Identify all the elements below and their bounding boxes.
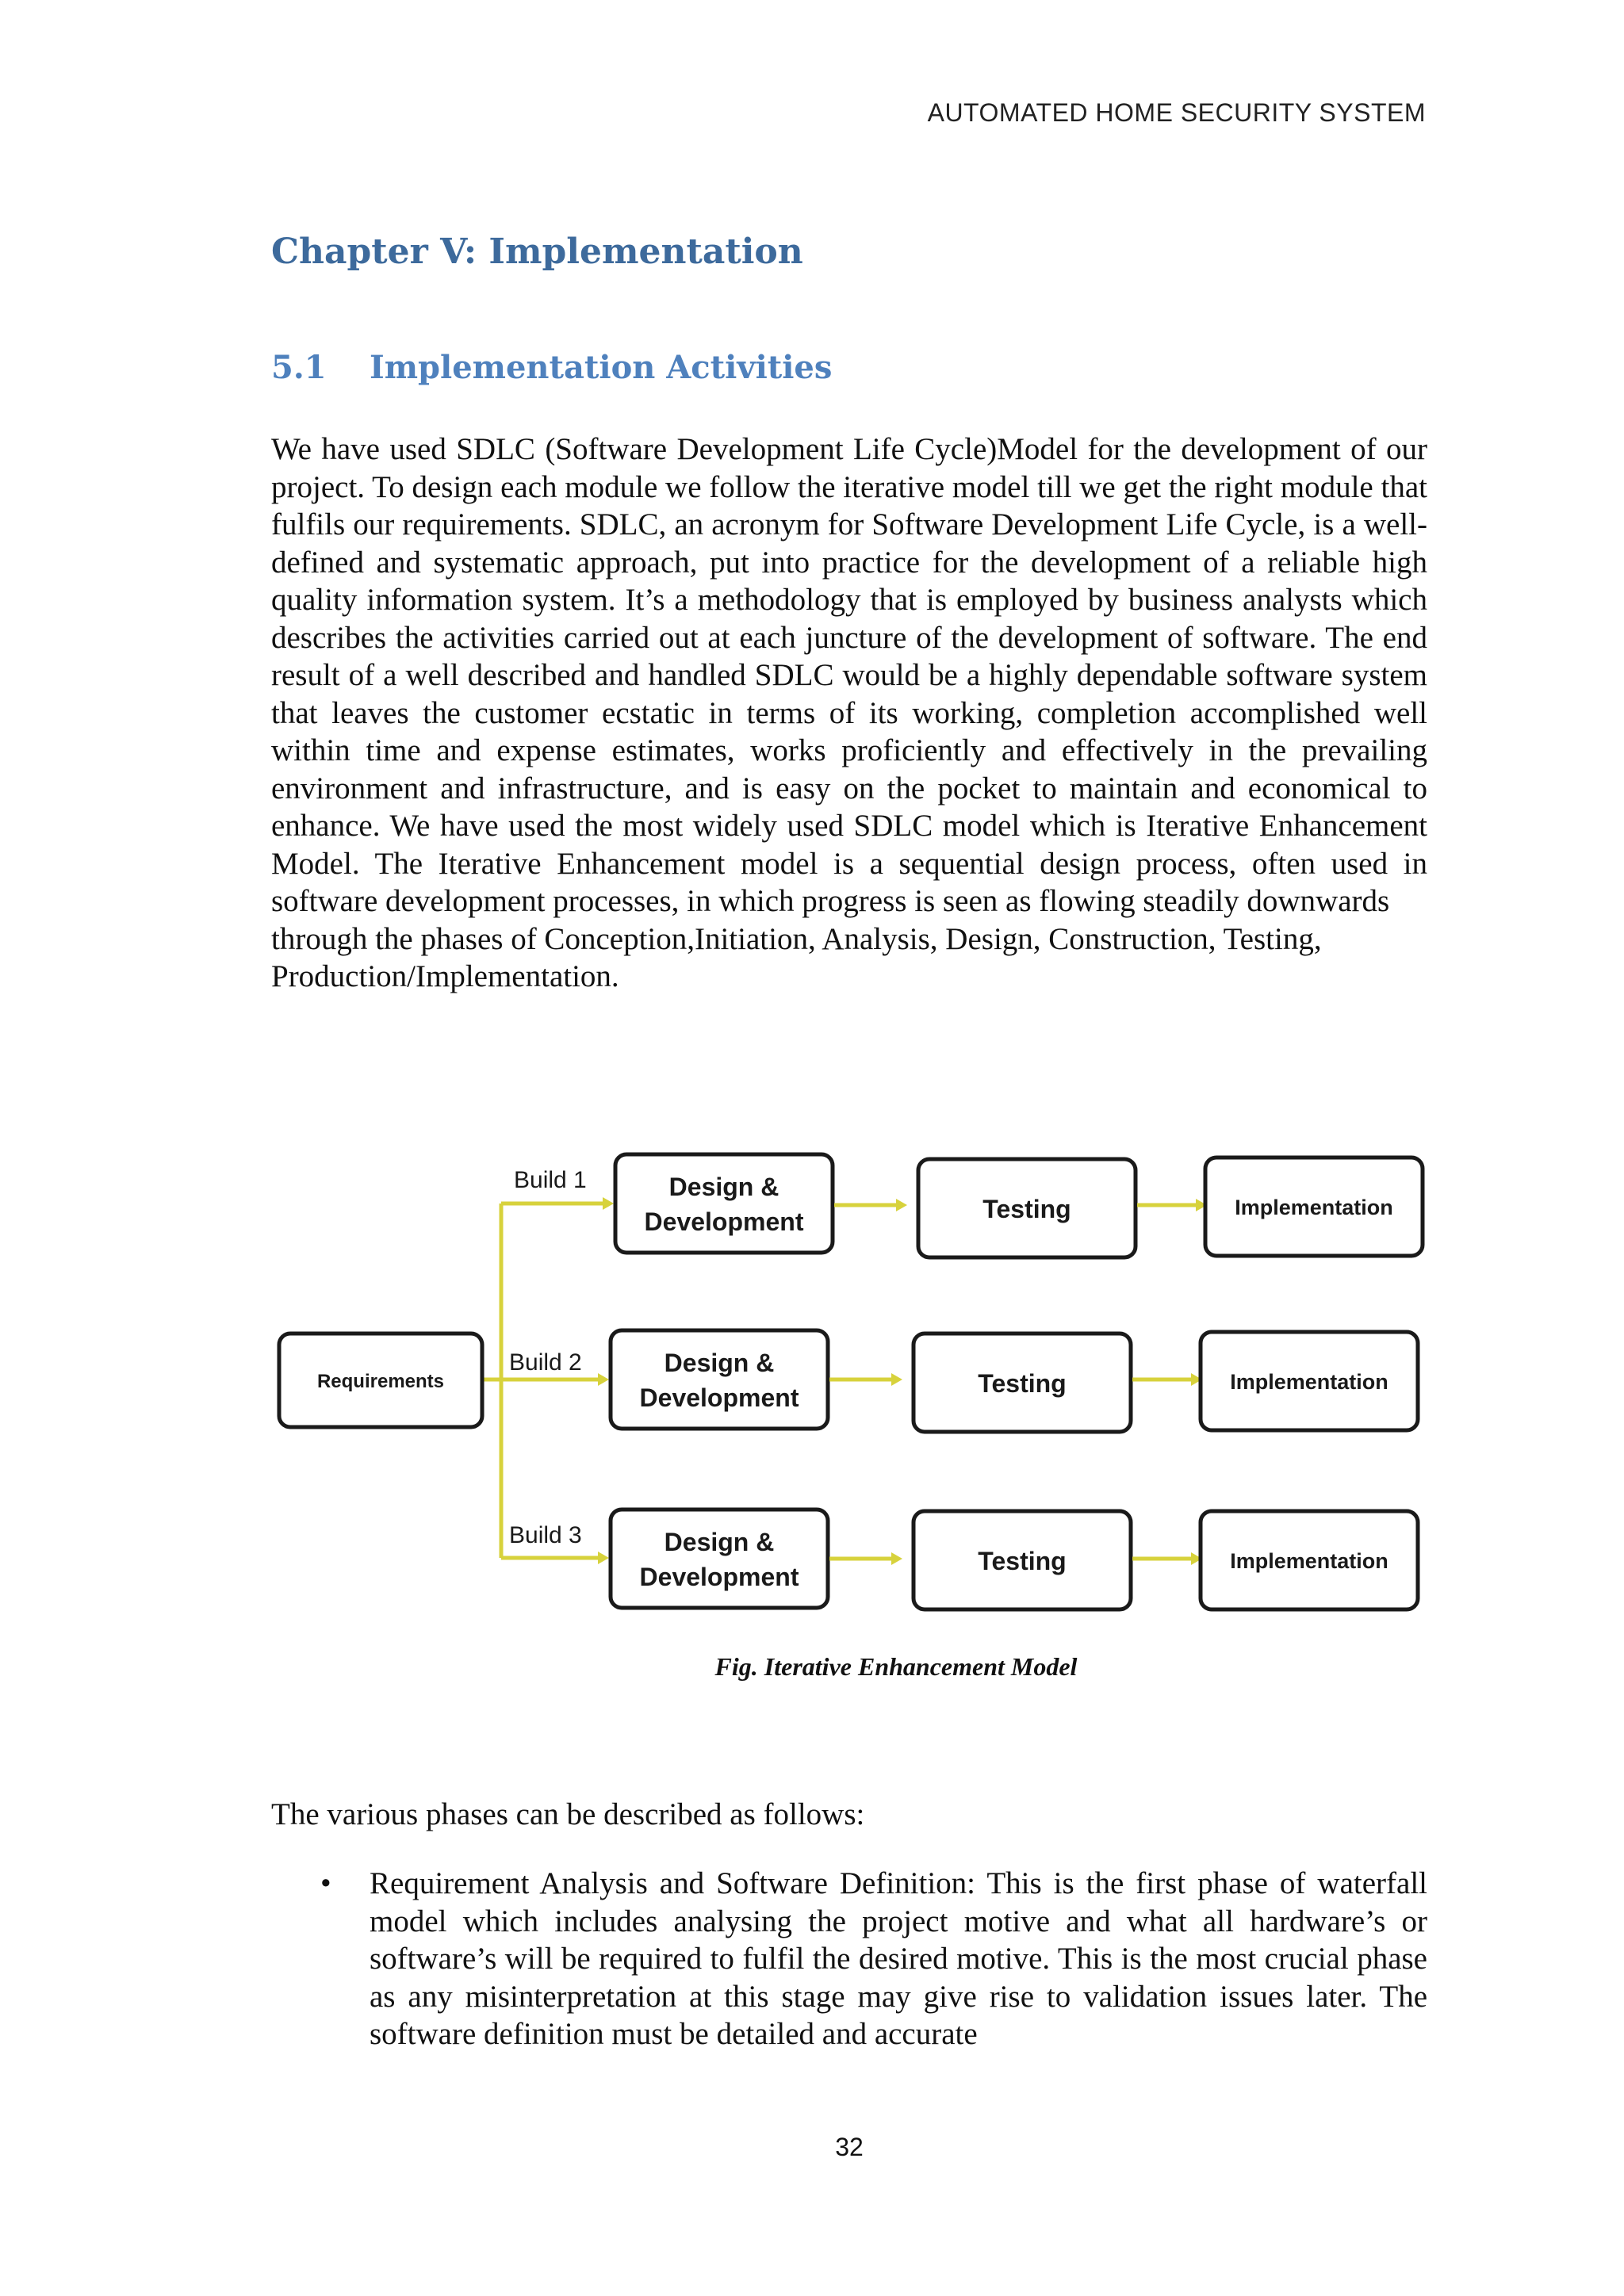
build-1-design-line1: Design & (668, 1173, 779, 1201)
figure-caption: Fig. Iterative Enhancement Model (714, 1652, 1078, 1681)
section-title: Implementation Activities (370, 349, 833, 386)
build-1-design-line2: Development (644, 1207, 804, 1236)
section-number: 5.1 (271, 349, 327, 386)
requirements-label: Requirements (316, 1371, 445, 1392)
build-3-label: Build 3 (509, 1522, 582, 1548)
body-paragraph-tail-1: through the phases of Conception,Initiation, Analysis, Design, Construction, Testing, (271, 921, 1322, 956)
phases-list (271, 1865, 1427, 2053)
chapter-title: Chapter V: Implementation (271, 232, 803, 272)
build-1-label: Build 1 (514, 1167, 587, 1193)
build-3-implementation-label: Implementation (1230, 1549, 1388, 1573)
build-2-design-line1: Design & (664, 1349, 775, 1377)
build-2-design-box (611, 1330, 828, 1429)
build-3-design-line1: Design & (664, 1528, 775, 1556)
list-item (271, 1865, 1427, 2053)
bullet-marker: • (320, 1866, 331, 1900)
build-1-implementation-label: Implementation (1235, 1196, 1393, 1219)
build-1-testing-label: Testing (982, 1195, 1071, 1223)
build-3-design-box (611, 1510, 828, 1608)
build-3-testing-label: Testing (978, 1547, 1067, 1575)
build-2-design-line2: Development (639, 1383, 799, 1412)
body-paragraph-main: We have used SDLC (Software Development Life Cycle)Model for the development of our project. To design each module we follow the iterative model till we get the right module that fulfils our requirements. SDLC, an acronym for Software Development Life Cycle, is a well-defined and systematic approach, put into practice for the development of a reliable high quality information system. It’s a methodology that is employed by business analysts which describes the activities carried out at each juncture of the development of software. The end result of a well described and handled SDLC would be a highly dependable software system that leaves the customer ecstatic in terms of its working, completion accomplished well within time and expense estimates, works proficiently and effectively in the prevailing environment and infrastructure, and is easy on the pocket to maintain and economical to enhance. We have used the most widely used SDLC model which is Iterative Enhancement Model. The Iterative Enhancement model is a sequential design process, often used in software development processes, in which progress is seen as flowing steadily downwards (271, 432, 1427, 918)
iterative-model-figure (270, 1142, 1435, 1617)
section-heading (271, 349, 832, 386)
bullet-text: Requirement Analysis and Software Definition: This is the first phase of waterfall model which includes analysing the project motive and what all hardware’s or software’s will be required to fulfil the desired motive. This is the most crucial phase as any misinterpretation at this stage may give rise to validation issues later. The software definition must be detailed and accurate (370, 1866, 1427, 2051)
build-connectors (484, 1197, 614, 1564)
build-2-label: Build 2 (509, 1349, 582, 1376)
body-paragraph (271, 430, 1427, 996)
build-1-design-box (615, 1154, 833, 1253)
body-paragraph-tail-2: Production/Implementation. (271, 959, 619, 993)
phases-intro: The various phases can be described as follows: (271, 1797, 865, 1831)
running-header: AUTOMATED HOME SECURITY SYSTEM (927, 98, 1426, 127)
build-2-testing-label: Testing (978, 1369, 1067, 1398)
build-2-implementation-label: Implementation (1230, 1370, 1388, 1394)
page-number: 32 (835, 2133, 864, 2161)
build-3-design-line2: Development (639, 1563, 799, 1591)
